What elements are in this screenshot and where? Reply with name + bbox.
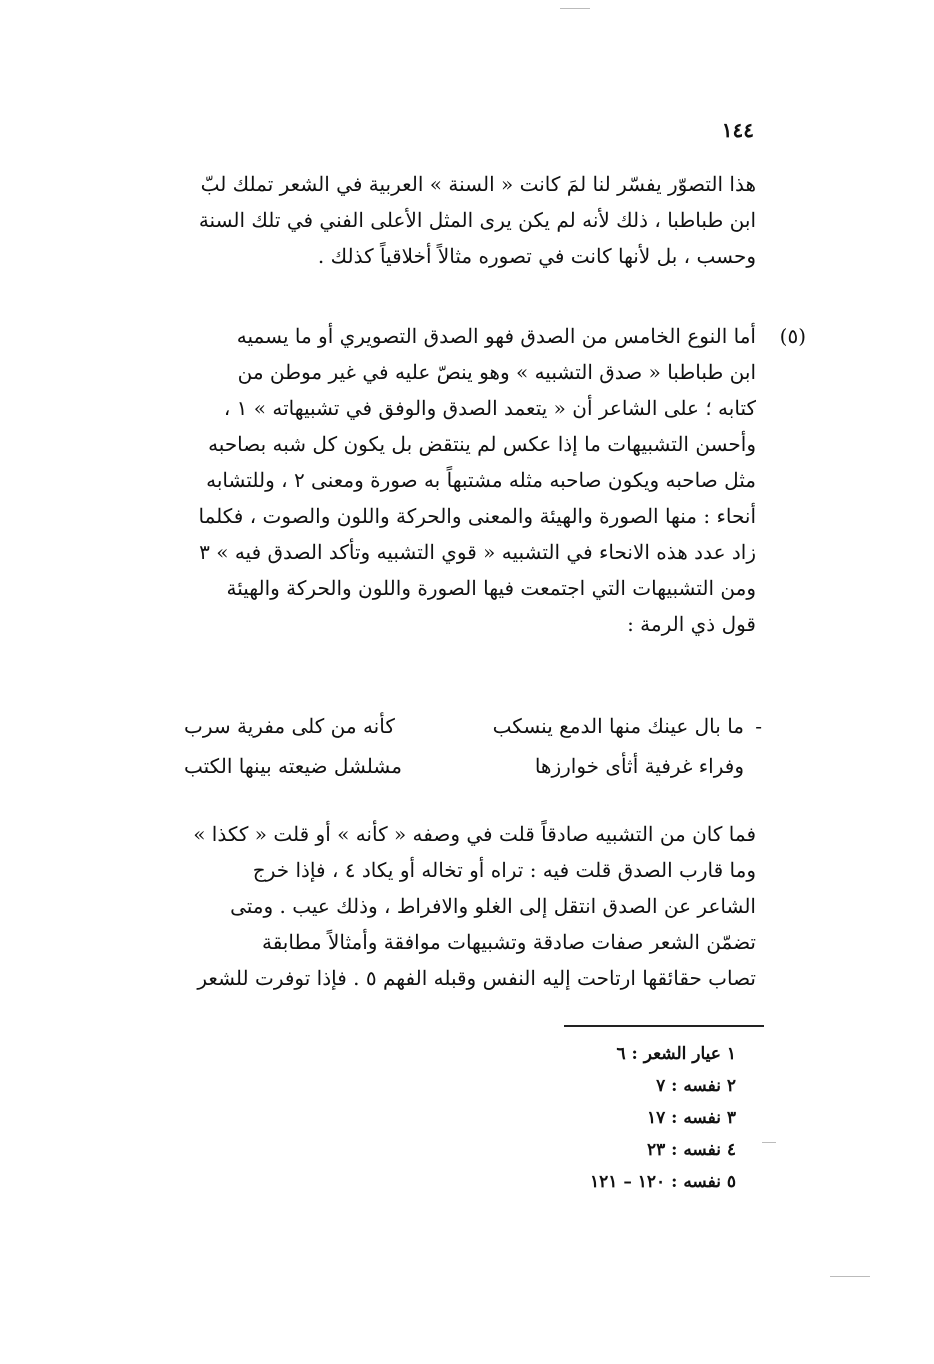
paragraph-line: أنحاء : منها الصورة والهيئة والمعنى والحركة واللون والصوت ، فكلما bbox=[198, 504, 756, 528]
paragraph-line: تضمّن الشعر صفات صادقة وتشبيهات موافقة وأمثالاً مطابقة bbox=[261, 930, 756, 954]
paragraph-line: الشاعر عن الصدق انتقل إلى الغلو والافراط ، وذلك عيب . ومتى bbox=[230, 894, 756, 918]
paragraph-line: هذا التصوّر يفسّر لنا لمَ كانت « السنة » العربية في الشعر تملك لبّ bbox=[200, 172, 756, 196]
footnote-divider bbox=[564, 1025, 764, 1027]
poem-verse bbox=[184, 746, 744, 786]
paragraph-line: كتابه ؛ على الشاعر أن « يتعمد الصدق والوفق في تشبيهاته » ١ ، bbox=[223, 396, 756, 420]
paragraph-line: ابن طباطبا ، ذلك لأنه لم يكن يرى المثل الأعلى الفني في تلك السنة bbox=[198, 208, 756, 232]
hemistich-first: ما بال عينك منها الدمع ينسكب bbox=[492, 714, 744, 738]
paragraph-line: ابن طباطبا « صدق التشبيه » وهو ينصّ عليه في غير موطن من bbox=[237, 360, 756, 384]
hemistich-first: وفراء غرفية أثأى خوارزها bbox=[534, 754, 744, 778]
scan-artifact bbox=[560, 8, 590, 9]
poem-dash: - bbox=[755, 714, 762, 738]
footnote: ٣ نفسه : ١٧ bbox=[646, 1108, 736, 1128]
paragraph-2 bbox=[136, 318, 756, 642]
paragraph-line: مثل صاحبه ويكون صاحبه مثله مشتبهاً به صورة ومعنى ٢ ، وللتشابه bbox=[206, 468, 756, 492]
paragraph-line: قول ذي الرمة : bbox=[627, 612, 756, 636]
hemistich-second: كأنه من كلى مفرية سرب bbox=[184, 714, 395, 738]
paragraph-line: زاد عدد هذه الانحاء في التشبيه « قوي التشبيه وتأكد الصدق فيه » ٣ bbox=[199, 540, 756, 564]
footnote: ١ عيار الشعر : ٦ bbox=[616, 1044, 736, 1064]
footnote: ٥ نفسه : ١٢٠ – ١٢١ bbox=[590, 1172, 736, 1192]
page-number: ١٤٤ bbox=[721, 118, 754, 142]
footnotes bbox=[590, 1038, 736, 1198]
paragraph-line: وما قارب الصدق قلت فيه : تراه أو تخاله أو يكاد ٤ ، فإذا خرج bbox=[252, 858, 756, 882]
paragraph-line: تصاب حقائقها ارتاحت إليه النفس وقبله الفهم ٥ . فإذا توفرت للشعر bbox=[197, 966, 756, 990]
section-number: (٥) bbox=[779, 324, 806, 348]
paragraph-line: وحسب ، بل لأنها كانت في تصوره مثالاً أخلاقياً كذلك . bbox=[317, 244, 756, 268]
hemistich-second: مشلشل ضيعته بينها الكتب bbox=[184, 754, 402, 778]
paragraph-line: فما كان من التشبيه صادقاً قلت في وصفه « كأنه » أو قلت « ككذا » bbox=[193, 822, 756, 846]
paragraph-1 bbox=[176, 166, 756, 274]
poem bbox=[184, 706, 744, 786]
paragraph-line: ومن التشبيهات التي اجتمعت فيها الصورة واللون والحركة والهيئة bbox=[226, 576, 756, 600]
footnote: ٤ نفسه : ٢٣ bbox=[646, 1140, 736, 1160]
scan-artifact bbox=[830, 1276, 870, 1277]
scan-artifact bbox=[762, 1142, 776, 1143]
paragraph-3 bbox=[176, 816, 756, 996]
paragraph-line: أما النوع الخامس من الصدق فهو الصدق التصويري أو ما يسميه bbox=[236, 324, 756, 348]
footnote: ٢ نفسه : ٧ bbox=[656, 1076, 736, 1096]
poem-verse bbox=[184, 706, 744, 746]
paragraph-line: وأحسن التشبيهات ما إذا عكس لم ينتقض بل يكون كل شبه بصاحبه bbox=[208, 432, 756, 456]
